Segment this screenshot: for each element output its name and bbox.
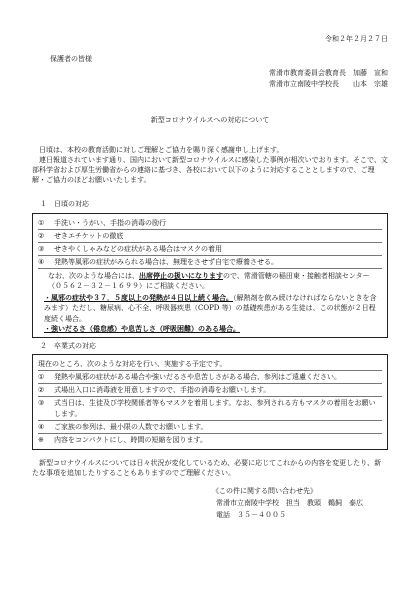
attendance-note xyxy=(38,269,382,293)
item-number: ※ xyxy=(38,435,44,444)
contact-block xyxy=(182,486,388,522)
section-1-item xyxy=(38,256,382,269)
document-title: 新型コロナウイルスへの対応について xyxy=(150,115,270,124)
item-text: 式場出入口に消毒液を用意しますので、手指の消毒をお願いします。 xyxy=(54,386,271,395)
item-text: 手洗い・うがい、手指の消毒の励行 xyxy=(54,218,166,227)
note-emphasis: 出席停止の扱いになります xyxy=(139,271,223,281)
item-number: ③ xyxy=(38,244,45,253)
document-date: 令和２年２月２７日 xyxy=(325,35,388,43)
section-2-lead xyxy=(38,358,382,371)
section-2-heading: ２ 卒業式の対応 xyxy=(40,341,96,350)
bullet-1-text: （解熱剤を飲み続けなければならないときを含みます）ただし、糖尿病、心不全、呼吸器疾患（COPD 等）の基礎疾患がある生徒は、この状態が２日程度続く場合。 xyxy=(44,294,377,323)
item-text: 発熱等風邪の症状がみられる場合は、無理をさせず自宅で療養させる。 xyxy=(54,257,278,266)
item-number: ④ xyxy=(38,422,45,431)
section-2-item xyxy=(38,397,382,420)
item-number: ② xyxy=(38,231,45,240)
section-1-heading: １ 日頃の対応 xyxy=(40,200,89,209)
section-1-item xyxy=(38,230,382,243)
item-number: ② xyxy=(38,386,45,395)
addressee: 保護者の皆様 xyxy=(50,55,92,64)
symptom-bullet-2 xyxy=(38,324,382,334)
item-text: 発熱や風邪の症状がある場合や強いだるさや息苦しさがある場合、参列はご遠慮ください。 xyxy=(54,373,341,382)
item-text: ご家族の参列は、最小限の人数でお願いします。 xyxy=(54,422,208,431)
section-2-item xyxy=(38,434,382,446)
note-post: ので、常滑管轄の稲田東・接触者相談センター（０５６２－３２－１６９９）にご相談ください。 xyxy=(48,272,370,291)
contact-line-1: 常滑市立南陵中学校 担当 教頭 鵜飼 泰広 xyxy=(216,499,363,508)
closing-paragraph: 新型コロナウイルスについては日々状況が変化しているため、必要に応じてこれからの内容を変更したり、新たな事項を追加したりすることもありますのでご理解ください。 xyxy=(32,459,382,478)
item-text: 内容をコンパクトにし、時間の短縮を図ります。 xyxy=(54,435,207,444)
section-2-item xyxy=(38,384,382,397)
item-number: ④ xyxy=(38,257,45,266)
symptom-bullet-1 xyxy=(38,293,382,323)
bullet-2-emphasis: ・強いだるさ（倦怠感）や息苦しさ（呼吸困難）のある場合。 xyxy=(44,323,240,333)
section-1-item xyxy=(38,217,382,230)
note-pre: なお、次のような場合には、 xyxy=(48,272,139,281)
intro xyxy=(32,145,388,186)
item-number: ③ xyxy=(38,399,45,408)
item-number: ① xyxy=(38,373,45,382)
sender-line-2: 常滑市立南陵中学校長 山本 宗雄 xyxy=(269,80,388,89)
section-2-item xyxy=(38,421,382,434)
intro-paragraph-1: 日頃は、本校の教育活動に対しご理解とご協力を賜り深く感謝申し上げます。 xyxy=(39,145,284,154)
item-number: ① xyxy=(38,218,45,227)
item-text: せきエチケットの徹底 xyxy=(54,231,124,240)
item-text: せきやくしゃみなどの症状がある場合はマスクの着用 xyxy=(54,244,222,253)
section-1-item xyxy=(38,243,382,256)
sender-line-1: 常滑市教育委員会教育長 加藤 宣和 xyxy=(269,69,388,78)
closing xyxy=(32,458,388,478)
section-1-box xyxy=(32,213,388,338)
contact-phone: 電話 ３５－４００５ xyxy=(216,511,286,520)
lead-text: 現在のところ、次のような対応を行い、実施する予定です。 xyxy=(38,360,227,369)
contact-title: 《この件に関する問い合わせ先》 xyxy=(212,487,317,496)
item-text: 式当日は、生徒及び学校関係者等もマスクを着用します。なお、参列される方もマスクの着用をお願いします。 xyxy=(54,399,376,418)
section-2-box xyxy=(32,354,388,450)
bullet-1-emphasis: ・風邪の症状や３７．５度以上の発熱が４日以上続く場合。 xyxy=(44,293,233,303)
section-2-item xyxy=(38,371,382,384)
sender-block xyxy=(32,68,388,90)
intro-paragraph-2: 連日報道されています通り、国内において新型コロナウイルスに感染した事例が相次いでおります。そこで、文部科学省および厚生労働省からの連絡に基づき、各校において以下のように対応することとしますので、ご理解・ご協力のほどお願いいたします。 xyxy=(32,155,388,185)
